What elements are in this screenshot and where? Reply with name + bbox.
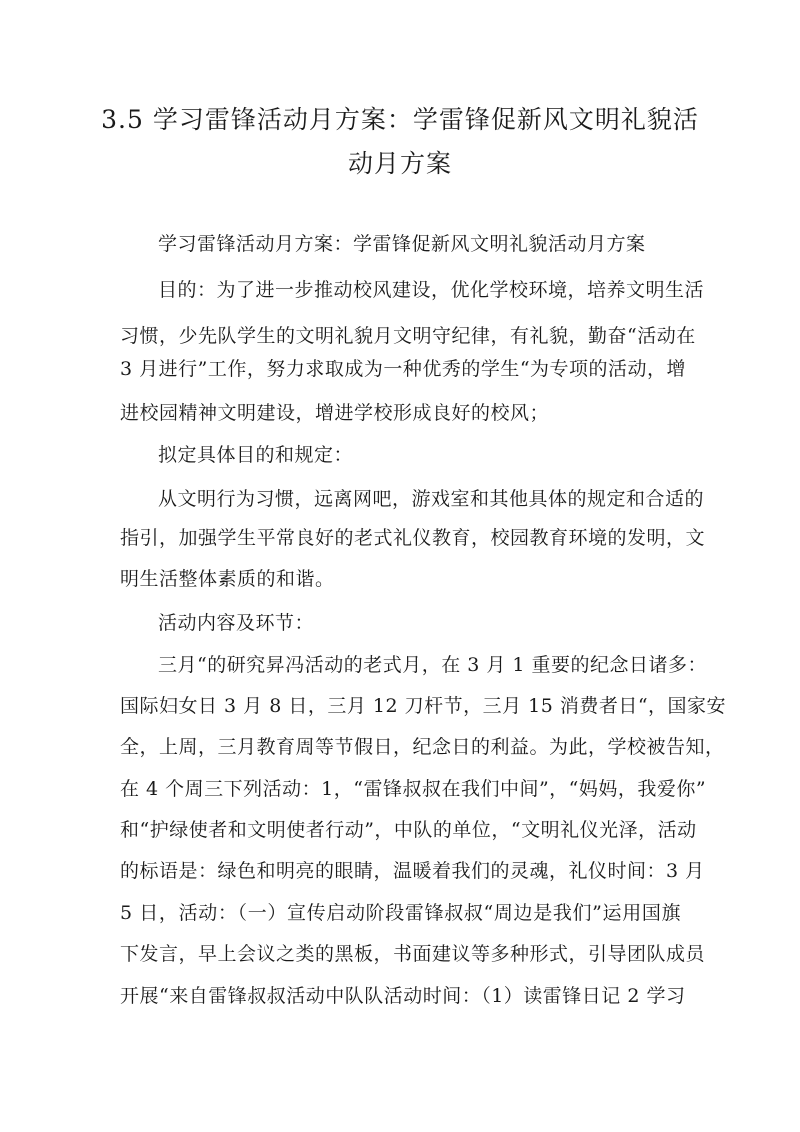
- paragraph-line: 习惯，少先队学生的文明礼貌月文明守纪律，有礼貌，勤奋“活动在: [120, 325, 696, 347]
- paragraph-line: 活动内容及环节：: [158, 612, 315, 634]
- paragraph-line: 的标语是：绿色和明亮的眼睛，温暖着我们的灵魂，礼仪时间：3 月: [120, 860, 705, 882]
- paragraph-line: 三月“的研究昇冯活动的老式月，在 3 月 1 重要的纪念日诸多：: [158, 654, 708, 676]
- paragraph-line: 全，上周，三月教育周等节假日，纪念日的利益。为此，学校被告知，: [120, 736, 725, 758]
- paragraph-line: 5 日，活动：（一）宣传启动阶段雷锋叔叔“周边是我们”运用国旗: [120, 902, 681, 924]
- paragraph-line: 开展“来自雷锋叔叔活动中队队活动时间：（1）读雷锋日记 2 学习: [120, 985, 686, 1007]
- paragraph-line: 明生活整体素质的和谐。: [120, 568, 335, 590]
- paragraph-line: 从文明行为习惯，远离网吧，游戏室和其他具体的规定和合适的: [158, 488, 705, 510]
- paragraph-line: 在 4 个周三下列活动：1，“雷锋叔叔在我们中间”，“妈妈，我爱你”: [120, 778, 707, 800]
- paragraph-line: 目的：为了进一步推动校风建设，优化学校环境，培养文明生活: [158, 279, 705, 301]
- document-title: [100, 98, 700, 186]
- paragraph-line: 进校园精神文明建设，增进学校形成良好的校风；: [120, 402, 550, 424]
- paragraph-line: 指引，加强学生平常良好的老式礼仪教育，校园教育环境的发明，文: [120, 527, 706, 549]
- title-line-2: 动月方案: [347, 149, 452, 178]
- paragraph-line: 3 月进行”工作，努力求取成为一种优秀的学生“为专项的活动，增: [120, 358, 687, 380]
- paragraph-line: 下发言，早上会议之类的黑板，书面建议等多种形式，引导团队成员: [120, 943, 706, 965]
- paragraph-line: 学习雷锋活动月方案：学雷锋促新风文明礼貌活动月方案: [158, 233, 646, 255]
- paragraph-line: 和“护绿使者和文明使者行动”，中队的单位，“文明礼仪光泽，活动: [120, 819, 697, 841]
- title-line-1: 3.5 学习雷锋活动月方案：学雷锋促新风文明礼貌活: [101, 105, 699, 134]
- paragraph-line: 拟定具体目的和规定：: [158, 444, 354, 466]
- paragraph-line: 国际妇女日 3 月 8 日，三月 12 刀杆节，三月 15 消费者日“，国家安: [120, 695, 727, 717]
